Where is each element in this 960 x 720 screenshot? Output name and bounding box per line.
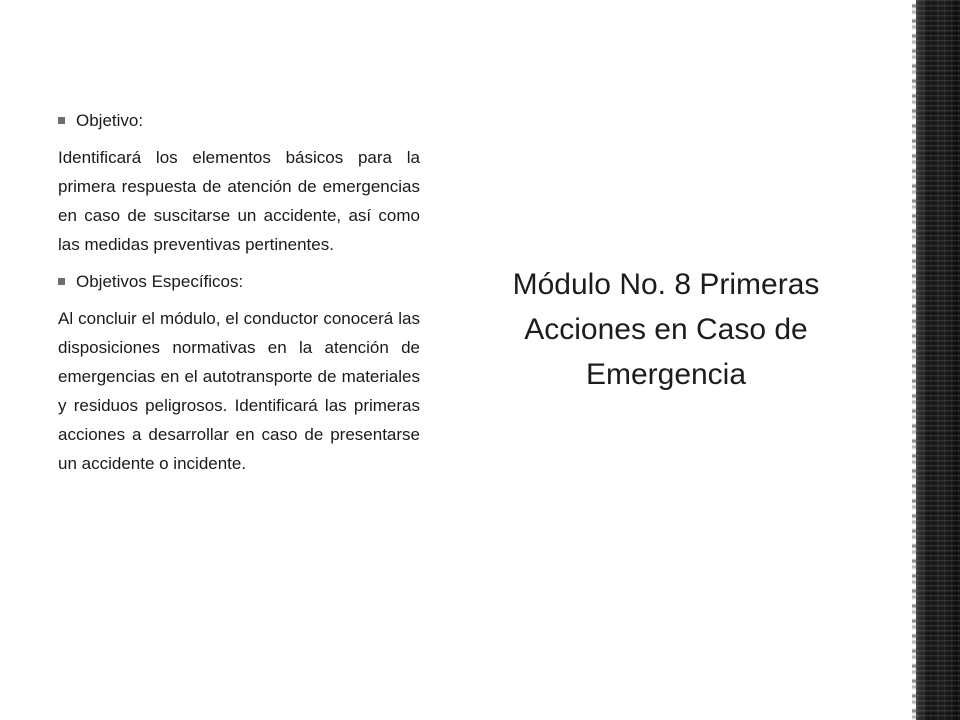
objetivo-text: Identificará los elementos básicos para la primera respuesta de atención de emergencias en caso de suscitarse un accidente, así como las medidas preventivas pertinentes. bbox=[58, 148, 420, 254]
objetivos-especificos-text: Al concluir el módulo, el conductor conocerá las disposiciones normativas en la atención de emergencias en el autotransporte de materiales y residuos peligrosos. Identificará las primeras acciones a desarrollar en caso de presentarse un accidente o incidente. bbox=[58, 309, 420, 473]
square-bullet-icon bbox=[58, 117, 65, 124]
grunge-border-strip bbox=[916, 0, 960, 720]
content-column bbox=[58, 106, 420, 486]
objetivo-heading: Objetivo: bbox=[76, 111, 144, 130]
square-bullet-icon bbox=[58, 278, 65, 285]
bullet-item-objetivo bbox=[58, 106, 420, 135]
objetivos-especificos-heading: Objetivos Específicos: bbox=[76, 272, 244, 291]
slide-title: Módulo No. 8 Primeras Acciones en Caso de Emergencia bbox=[512, 268, 820, 391]
bullet-item-objetivos-especificos bbox=[58, 267, 420, 296]
